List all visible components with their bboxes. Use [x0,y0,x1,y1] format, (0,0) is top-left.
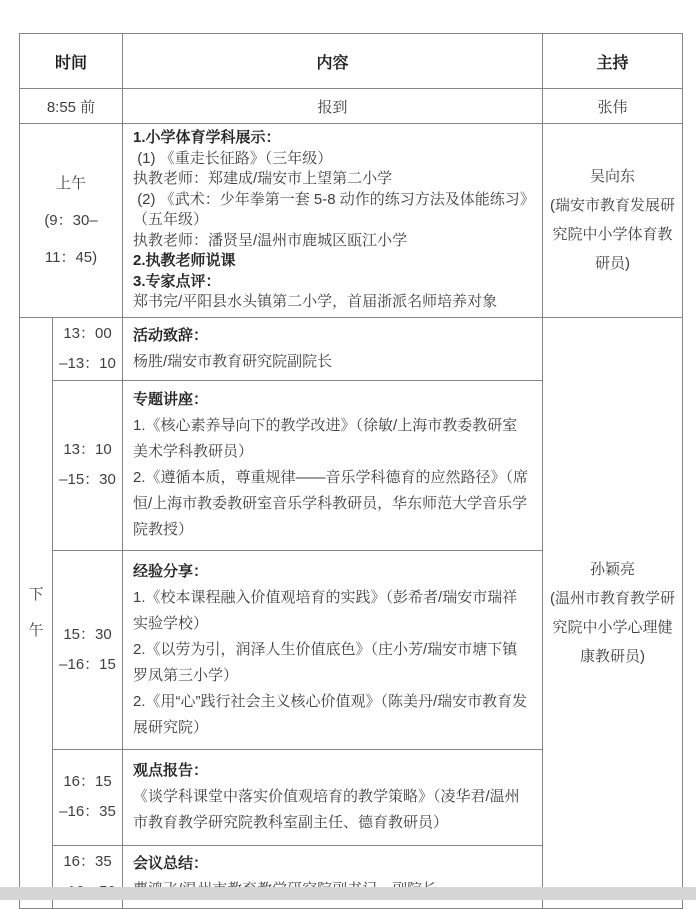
session-line: 《谈学科课堂中落实价值观培育的教学策略》（凌华君/温州市教育教学研究院教科室副主任、德育教研员） [133,788,520,831]
morning-line: 执教老师：潘贤呈/温州市鹿城区瓯江小学 [133,231,408,249]
table-row-registration [20,89,683,124]
morning-line: 3.专家点评： [133,272,221,290]
session-content-cell [123,550,543,749]
session-title: 专题讲座： [133,391,209,408]
morning-line: 郑书完/平阳县水头镇第二小学，首届浙派名师培养对象 [133,293,498,310]
session-line: 2.《用“心”践行社会主义核心价值观》（陈美丹/瑞安市教育发展研究院） [133,692,528,736]
session-time-end: –13：10 [59,354,116,372]
session-title: 经验分享： [133,562,209,580]
session-title: 活动致辞： [133,326,209,344]
registration-time: 8:55 前 [20,89,123,124]
morning-host-name: 吴向东 [590,168,636,186]
session-time-start: 13：00 [63,324,112,342]
afternoon-host-name: 孙颖亮 [590,560,636,578]
afternoon-period-cell [20,317,53,908]
session-time-cell [53,380,123,550]
session-time-start: 13：10 [63,441,112,458]
morning-line: 2.执教老师说课 [133,252,236,269]
morning-time-start: (9：30– [44,211,98,229]
table-row-morning [20,124,683,318]
schedule-table [19,33,683,909]
session-time-cell [53,749,123,845]
morning-time-cell [20,124,123,318]
session-time-start: 15：30 [63,625,112,643]
session-content-cell [123,380,543,550]
column-header-content: 内容 [123,34,543,89]
session-time-end: –16：35 [59,803,116,820]
morning-period-label: 上午 [56,174,87,192]
morning-host-cell [543,124,683,318]
session-line: 2.《以劳为引，润泽人生价值底色》（庄小芳/瑞安市塘下镇罗凤第三小学） [133,640,518,684]
afternoon-host-cell [543,317,683,908]
page-bottom-edge [0,887,696,900]
morning-content-cell [123,124,543,318]
afternoon-host-org: (温州市教育教学研究院中小学心理健康教研员) [550,589,676,665]
session-time-cell [53,550,123,749]
session-time-start: 16：15 [63,773,112,790]
session-title: 会议总结： [133,854,209,872]
session-line: 1.《校本课程融入价值观培育的实践》（彭希者/瑞安市瑞祥实验学校） [133,588,518,632]
morning-line: (2) 《武术：少年拳第一套 5-8 动作的练习方法及体能练习》（五年级） [133,190,528,228]
session-line: 2.《遵循本质，尊重规律——音乐学科德育的应然路径》（席恒/上海市教委教研室音乐学科教研员，华东师范大学音乐学院教授） [133,469,529,538]
session-time-end: –16：15 [59,655,116,673]
table-header-row [20,34,683,89]
column-header-host: 主持 [543,34,683,89]
column-header-time: 时间 [20,34,123,89]
session-time-end: –15：30 [59,471,116,488]
table-row-session-opening [20,317,683,380]
session-line: 杨胜/瑞安市教育研究院副院长 [133,352,333,370]
morning-host-org: (瑞安市教育发展研究院中小学体育教研员) [550,197,676,273]
session-time-cell [53,317,123,380]
session-time-start: 16：35 [63,852,112,870]
registration-host: 张伟 [543,89,683,124]
morning-line: (1) 《重走长征路》（三年级） [133,149,333,167]
morning-line: 1.小学体育学科展示： [133,129,281,146]
afternoon-period-label: 下午 [28,585,44,639]
morning-line: 执教老师：郑建成/瑞安市上望第二小学 [133,170,393,187]
session-content-cell [123,317,543,380]
registration-content: 报到 [123,89,543,124]
morning-time-end: 11：45) [44,248,98,266]
session-content-cell [123,749,543,845]
session-title: 观点报告： [133,762,209,779]
session-line: 1.《核心素养导向下的教学改进》（徐敏/上海市教委教研室美术学科教研员） [133,417,518,460]
